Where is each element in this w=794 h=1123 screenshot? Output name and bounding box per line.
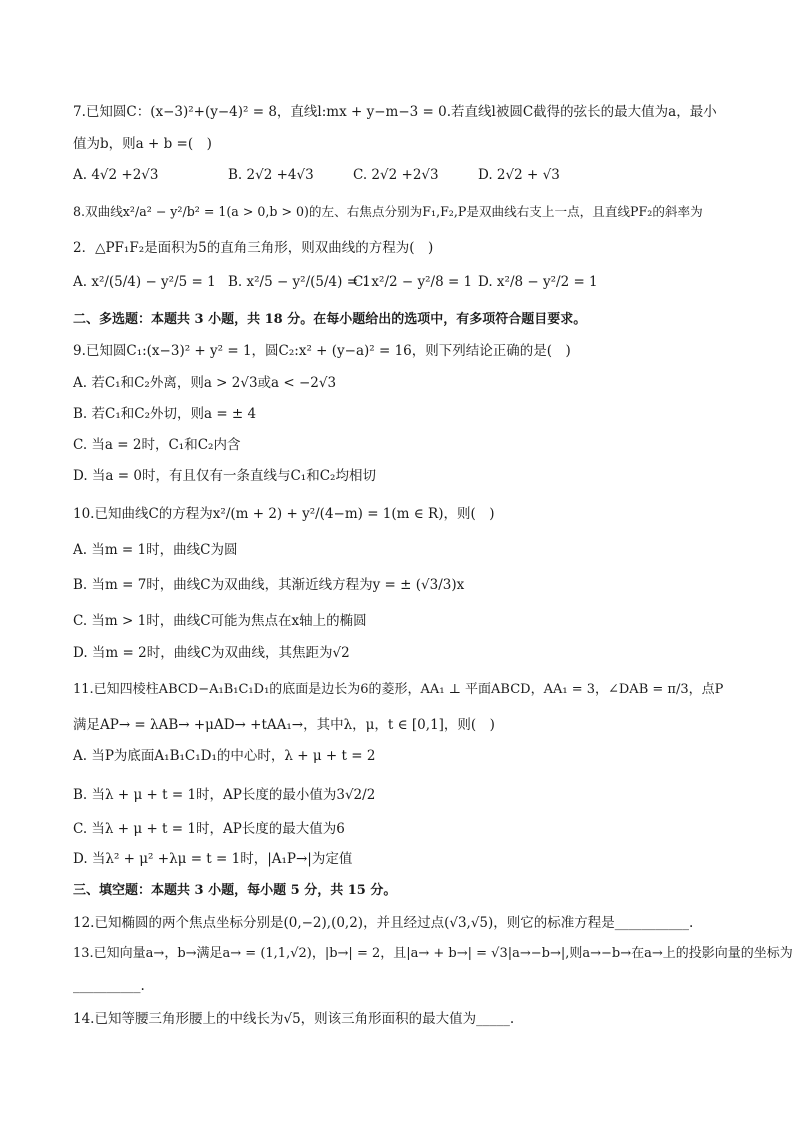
- q14-stem: 14.已知等腰三角形腰上的中线长为√5，则该三角形面积的最大值为_____.: [73, 1011, 515, 1027]
- q10-option-b: B. 当m = 7时，曲线C为双曲线，其渐近线方程为y = ± (√3/3)x: [73, 577, 465, 593]
- q7-option-b: B. 2√2 +4√3: [228, 167, 314, 183]
- q10-option-c: C. 当m > 1时，曲线C可能为焦点在x轴上的椭圆: [73, 613, 367, 629]
- q9-option-b: B. 若C₁和C₂外切，则a = ± 4: [73, 406, 257, 422]
- q8-line2: 2．△PF₁F₂是面积为5的直角三角形，则双曲线的方程为( ): [73, 240, 434, 256]
- q8-option-d: D. x²/8 − y²/2 = 1: [478, 274, 598, 290]
- q11-option-d: D. 当λ² + μ² +λμ = t = 1时，|A₁P→|为定值: [73, 851, 353, 867]
- q13-line2: __________.: [73, 978, 145, 994]
- q11-line1: 11.已知四棱柱ABCD−A₁B₁C₁D₁的底面是边长为6的菱形，AA₁ ⊥ 平面ABCD，AA₁ = 3，∠DAB = π/3，点P: [73, 682, 724, 697]
- q11-option-c: C. 当λ + μ + t = 1时，AP长度的最大值为6: [73, 821, 345, 837]
- section-2-heading: 二、多选题：本题共 3 小题，共 18 分。在每小题给出的选项中，有多项符合题目要求。: [73, 312, 587, 327]
- q12-stem: 12.已知椭圆的两个焦点坐标分别是(0,−2),(0,2)，并且经过点(√3,√5)，则它的标准方程是___________.: [73, 915, 694, 931]
- q9-stem: 9.已知圆C₁:(x−3)² + y² = 1，圆C₂:x² + (y−a)² = 16，则下列结论正确的是( ): [73, 343, 571, 359]
- q7-line1: 7.已知圆C：(x−3)²+(y−4)² = 8，直线l:mx + y−m−3 = 0.若直线l被圆C截得的弦长的最大值为a，最小: [73, 104, 717, 120]
- q11-option-b: B. 当λ + μ + t = 1时，AP长度的最小值为3√2/2: [73, 787, 376, 803]
- q8-option-a: A. x²/(5/4) − y²/5 = 1: [73, 274, 216, 290]
- q8-line1: 8.双曲线x²/a² − y²/b² = 1(a > 0,b > 0)的左、右焦点分别为F₁,F₂,P是双曲线右支上一点，且直线PF₂的斜率为: [73, 204, 703, 219]
- q10-option-a: A. 当m = 1时，曲线C为圆: [73, 542, 238, 558]
- q10-stem: 10.已知曲线C的方程为x²/(m + 2) + y²/(4−m) = 1(m ∈ R)，则( ): [73, 506, 495, 522]
- q8-option-c: C. x²/2 − y²/8 = 1: [353, 274, 473, 290]
- q8-option-b: B. x²/5 − y²/(5/4) = 1: [228, 274, 371, 290]
- q9-option-d: D. 当a = 0时，有且仅有一条直线与C₁和C₂均相切: [73, 468, 376, 484]
- q7-option-c: C. 2√2 +2√3: [353, 167, 439, 183]
- q9-option-a: A. 若C₁和C₂外离，则a > 2√3或a < −2√3: [73, 375, 337, 391]
- q9-option-c: C. 当a = 2时，C₁和C₂内含: [73, 437, 241, 453]
- q7-option-d: D. 2√2 + √3: [478, 167, 560, 183]
- q7-option-a: A. 4√2 +2√3: [73, 167, 159, 183]
- q11-option-a: A. 当P为底面A₁B₁C₁D₁的中心时，λ + μ + t = 2: [73, 748, 376, 764]
- q13-line1: 13.已知向量a→，b→满足a→ = (1,1,√2)，|b→| = 2，且|a→ + b→| = √3|a→−b→|,则a→−b→在a→上的投影向量的坐标为: [73, 946, 793, 961]
- section-3-heading: 三、填空题：本题共 3 小题，每小题 5 分，共 15 分。: [73, 883, 397, 898]
- q7-line2: 值为b，则a + b =( ): [73, 136, 212, 152]
- q10-option-d: D. 当m = 2时，曲线C为双曲线，其焦距为√2: [73, 645, 350, 661]
- q11-line2: 满足AP→ = λAB→ +μAD→ +tAA₁→，其中λ，μ，t ∈ [0,1]，则( ): [73, 717, 495, 733]
